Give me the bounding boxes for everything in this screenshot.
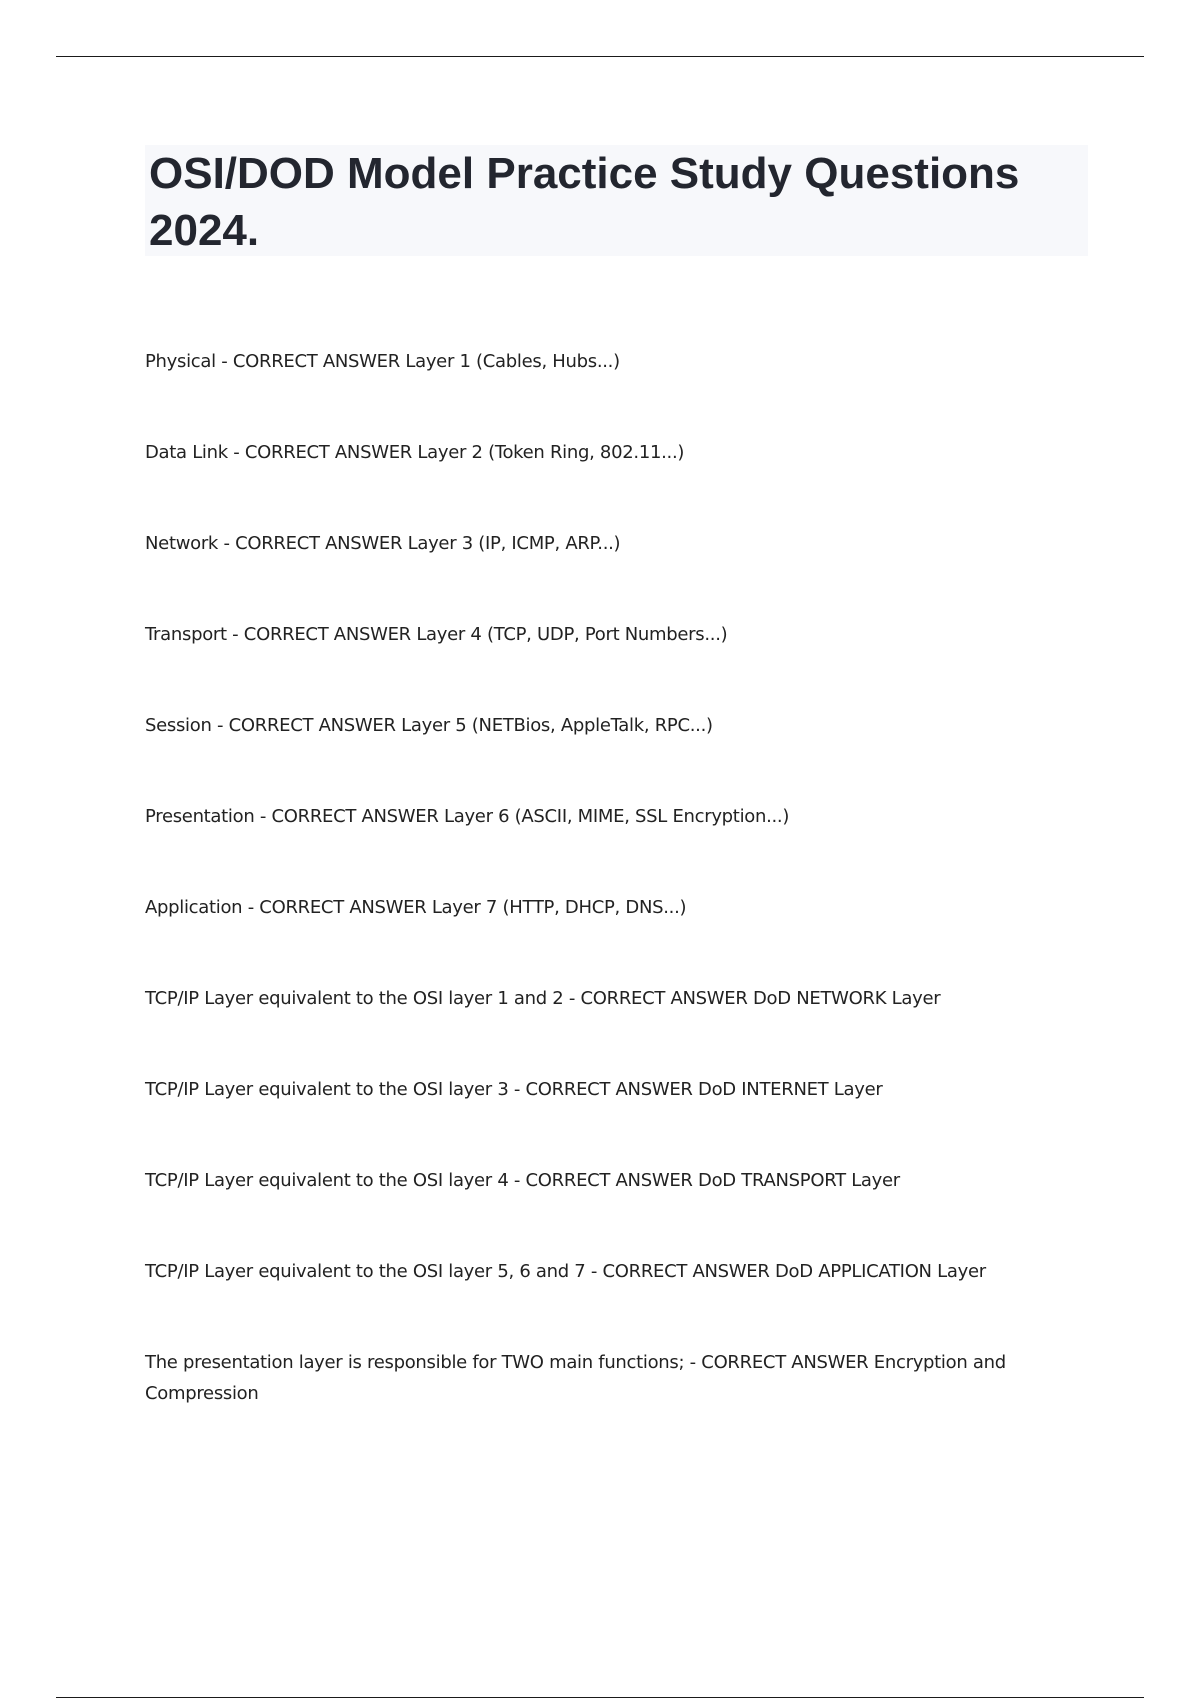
- qa-item-network: Network - CORRECT ANSWER Layer 3 (IP, ICMP, ARP...): [145, 533, 621, 554]
- title-banner: [145, 145, 1088, 256]
- question-answer-list: [145, 346, 1065, 1469]
- qa-item-presentation-functions: The presentation layer is responsible for TWO main functions; - CORRECT ANSWER Encryption and Compression: [145, 1352, 1006, 1404]
- qa-item-physical: Physical - CORRECT ANSWER Layer 1 (Cables, Hubs...): [145, 351, 620, 372]
- top-divider: [56, 56, 1144, 57]
- qa-item-data-link: Data Link - CORRECT ANSWER Layer 2 (Token Ring, 802.11...): [145, 442, 685, 463]
- qa-item-presentation: Presentation - CORRECT ANSWER Layer 6 (ASCII, MIME, SSL Encryption...): [145, 806, 790, 827]
- page-title: OSI/DOD Model Practice Study Questions 2024.: [149, 149, 1020, 255]
- qa-item-dod-transport: TCP/IP Layer equivalent to the OSI layer 4 - CORRECT ANSWER DoD TRANSPORT Layer: [145, 1170, 900, 1191]
- qa-item-dod-application: TCP/IP Layer equivalent to the OSI layer 5, 6 and 7 - CORRECT ANSWER DoD APPLICATION Layer: [145, 1261, 986, 1282]
- qa-item-transport: Transport - CORRECT ANSWER Layer 4 (TCP, UDP, Port Numbers...): [145, 624, 728, 645]
- qa-item-application: Application - CORRECT ANSWER Layer 7 (HTTP, DHCP, DNS...): [145, 897, 687, 918]
- qa-item-session: Session - CORRECT ANSWER Layer 5 (NETBios, AppleTalk, RPC...): [145, 715, 713, 736]
- qa-item-dod-network: TCP/IP Layer equivalent to the OSI layer 1 and 2 - CORRECT ANSWER DoD NETWORK Layer: [145, 988, 941, 1009]
- bottom-divider: [56, 1697, 1144, 1698]
- qa-item-dod-internet: TCP/IP Layer equivalent to the OSI layer 3 - CORRECT ANSWER DoD INTERNET Layer: [145, 1079, 883, 1100]
